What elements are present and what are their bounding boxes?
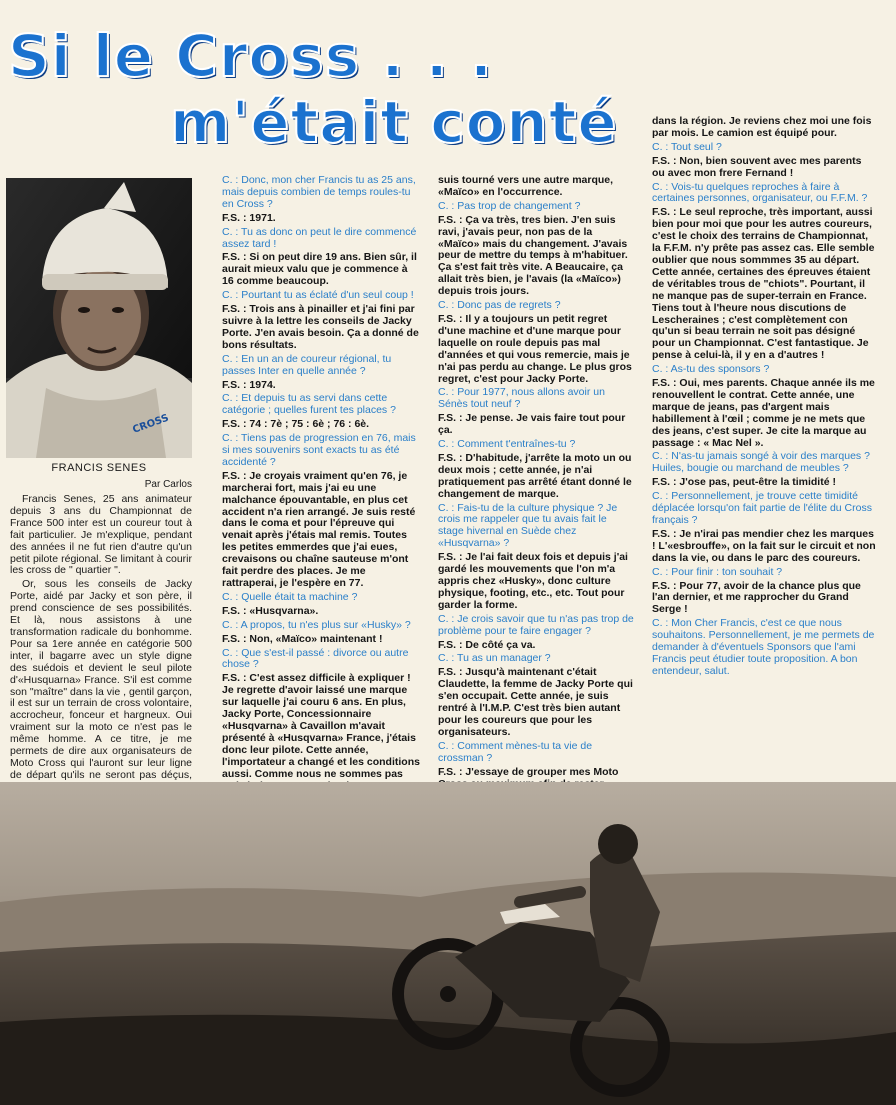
interview-question: C. : N'as-tu jamais songé à voir des marques ? Huiles, bougie ou marchand de meubles ? (652, 450, 870, 475)
headline-line-2: m'était conté (170, 88, 618, 156)
interview-answer: F.S. : Le seul reproche, très important, aussi bien pour moi que pour les autres coureurs, c'est le choix des terrains de Championnat, la F.F.M. n'y prête pas assez cas. Elle semble oublier que nous sommmes 35 au départ. Cette année, certaines des épreuves étaient de véritables trous de "chiots". Pourtant, il ne manque pas de super-terrain en France. Tiens tout à l'heure nous discutions de Lescheraines ; c'est complètement con qu'un si beau terrain ne soit pas désigné pour un Championnat. C'est fantastique. Je pense à celui-là, il y en a d'autres ! (652, 206, 875, 362)
interview-answer: F.S. : Trois ans à pinailler et j'ai fini par suivre à la lettre les conseils de Jacky Porte. J'en avais besoin. Ça a donné de bons résultats. (222, 303, 419, 351)
interview-answer: F.S. : Je croyais vraiment qu'en 76, je marcherai fort, mais j'ai eu une malchance épouvantable, en plus cet accident n'a rien arrangé. Je suis resté dans le coma et pour l'épreuve qui venait après j'étais mal remis. Toutes les petites emmerdes que j'ai eues, crevaisons ou chaîne sauteuse m'ont fait perdre des places. Je me rattraperai, je l'espère en 77. (222, 469, 416, 589)
interview-column-2 (438, 175, 634, 792)
interview-answer: suis tourné vers une autre marque, «Maïco» en l'occurrence. (438, 174, 614, 198)
intro-paragraph: Francis Senes, 25 ans animateur depuis 3 ans du Championnat de France 500 inter est un coureur tout à fait particulier. Je m'explique, pendant des années il ne fut rien d'autre qu'un petit pilote régional. Se limitant à courir les cross de " quartier ". (10, 493, 192, 577)
intro-column (10, 494, 192, 796)
interview-answer: F.S. : Si on peut dire 19 ans. Bien sûr, il aurait mieux valu que je commence à 16 comme beaucoup. (222, 251, 417, 288)
interview-question: C. : Mon Cher Francis, c'est ce que nous souhaitons. Personnellement, je me permets de demander à d'éventuels Sponsors que l'ami Francis peut étudier toute proposition. A bon entendeur, salut. (652, 617, 875, 677)
interview-answer: F.S. : 1971. (222, 211, 276, 224)
interview-question: C. : Comment mènes-tu ta vie de crossman ? (438, 739, 593, 764)
interview-question: C. : Pas trop de changement ? (438, 199, 581, 212)
interview-answer: F.S. : 74 : 7è ; 75 : 6è ; 76 : 6è. (222, 418, 370, 431)
interview-question: C. : Comment t'entraînes-tu ? (438, 438, 576, 451)
interview-answer: F.S. : Jusqu'à maintenant c'était Claudette, la femme de Jacky Porte qui s'en occupait. Cette année, je suis rentré à l'I.M.P. C'est très bien autant pour les coureurs que pour les organisateurs. (438, 666, 633, 738)
interview-question: C. : Et depuis tu as servi dans cette catégorie ; quelles furent tes places ? (222, 392, 396, 417)
interview-question: C. : Quelle était ta machine ? (222, 590, 358, 603)
interview-answer: F.S. : Non, bien souvent avec mes parents ou avec mon frere Fernand ! (652, 154, 862, 179)
interview-question: C. : Pour 1977, nous allons avoir un Sénès tout neuf ? (438, 386, 605, 411)
interview-question: C. : Personnellement, je trouve cette timidité déplacée lorsqu'on fait partie de l'élite du Cross français ? (652, 490, 872, 526)
interview-answer: F.S. : Je l'ai fait deux fois et depuis j'ai gardé les mouvements que l'on m'a appris chez «Husky», donc culture physique, footing, etc., etc. Tout pour garder la forme. (438, 551, 628, 611)
interview-question: C. : Fais-tu de la culture physique ? Je crois me rappeler que tu avais fait le stage hivernal en Suède chez «Husqvarna» ? (438, 501, 618, 550)
interview-answer: F.S. : «Husqvarna». (222, 604, 319, 617)
interview-question: C. : Tu as un manager ? (438, 652, 551, 665)
interview-answer: F.S. : Oui, mes parents. Chaque année ils me renouvellent le contrat. Cette année, une marque de jeans, pas d'argent mais habillement à l'œil ; comme je ne mets que des jeans, c'est super. Je cite la marque au passage : « Mac Nel ». (652, 377, 875, 449)
interview-question: C. : Vois-tu quelques reproches à faire à certaines personnes, organisateur, ou F.F.M. ? (652, 180, 868, 205)
interview-column-1 (222, 175, 420, 794)
interview-question: C. : Tiens pas de progression en 76, mais si mes souvenirs sont exacts tu as été accidenté ? (222, 432, 416, 468)
motocross-photo (0, 782, 896, 1105)
byline: Par Carlos (144, 479, 192, 490)
interview-answer: F.S. : Ça va très, tres bien. J'en suis ravi, j'avais peur, non pas de la «Maïco» mais du changement. J'avais peur de mettre du temps à m'habituer. Ça s'est fait très vite. A Beaucaire, ça allait très bien, je l'avais (la «Maïco») depuis trois jours. (438, 213, 628, 298)
portrait-jersey-text: CROSS (131, 412, 171, 436)
interview-answer: F.S. : Je pense. Je vais faire tout pour ça. (438, 412, 626, 437)
interview-answer: F.S. : Il y a toujours un petit regret d'une machine et d'une marque pour laquelle on roule depuis pas mal d'années et qui vous remercie, mais je n'ai pas perdu au change. Le plus gros regret, c'est pour Jacky Porte. (438, 312, 632, 385)
interview-question: C. : Donc, mon cher Francis tu as 25 ans, mais depuis combien de temps roules-tu en Cross ? (222, 174, 416, 210)
interview-answer: F.S. : Pour 77, avoir de la chance plus que l'an dernier, et me rapprocher du Grand Serge ! (652, 579, 861, 616)
interview-question: C. : Je crois savoir que tu n'as pas trop de problème pour te faire engager ? (438, 612, 634, 637)
interview-answer: F.S. : J'ose pas, peut-être la timidité ! (652, 476, 836, 489)
interview-question: C. : Donc pas de regrets ? (438, 299, 561, 312)
headline-line-1: Si le Cross . . . (8, 22, 493, 90)
interview-question: C. : Tu as donc on peut le dire commencé assez tard ! (222, 225, 417, 250)
interview-question: C. : Pourtant tu as éclaté d'un seul coup ! (222, 289, 414, 302)
intro-paragraph: Or, sous les conseils de Jacky Porte, aidé par Jacky et son père, il prend conscience de ses possibilités. Et là, nous assistons à une transformation radicale du bonhomme. Pour sa 1ere année en catégorie 500 inter, il bagarre avec un style digne des suédois et devient le seul pilote d'«Husquarna» France. S'il est comme son "maître" dans la vie , gentil garçon, il est sur un terrain de cross volontaire, accrocheur, fonceur et hargneux. Oui vraiment sur la moto ce n'est pas le même homme. A ce titre, je me permets de dire aux organisateurs de Moto Cross qui l'auront sur leur ligne de départ qu'ils ne seront pas déçus, (10, 578, 192, 781)
interview-question: C. : A propos, tu n'es plus sur «Husky» ? (222, 618, 411, 631)
portrait-illustration (6, 178, 192, 458)
motocross-illustration (0, 782, 896, 1105)
interview-answer: F.S. : D'habitude, j'arrête la moto un ou deux mois ; cette année, je n'ai pratiquement pas arrêté étant donné le changement de marque. (438, 451, 632, 500)
interview-answer: F.S. : 1974. (222, 378, 276, 391)
interview-question: C. : Que s'est-il passé : divorce ou autre chose ? (222, 646, 409, 671)
interview-question: C. : Tout seul ? (652, 140, 722, 153)
interview-question: C. : Pour finir : ton souhait ? (652, 565, 783, 578)
interview-answer: F.S. : C'est assez difficile à expliquer ! Je regrette d'avoir laissé une marque sur laquelle j'ai couru 6 ans. En plus, Jacky Porte, Concessionnaire «Husqvarna» à Cavaillon m'avait présenté à «Husqvarna» France, j'étais donc leur pilote. Cette année, l'importateur a changé et les conditions aussi. Comme nous ne sommes pas (222, 672, 420, 780)
interview-question: C. : En un an de coureur régional, tu passes Inter en quelle année ? (222, 352, 392, 377)
portrait-photo (6, 178, 192, 458)
interview-answer: F.S. : De côté ça va. (438, 638, 536, 651)
portrait-caption: FRANCIS SENES (51, 462, 147, 474)
interview-answer: F.S. : J'essaye de grouper mes Moto (438, 765, 619, 778)
interview-answer: F.S. : Non, «Maïco» maintenant ! (222, 632, 383, 645)
interview-question: C. : As-tu des sponsors ? (652, 363, 770, 376)
interview-answer: F.S. : Je n'irai pas mendier chez les marques ! L'«esbrouffe», on la fait sur le circuit et non dans la vie, ou dans le parc des coureurs. (652, 527, 876, 564)
interview-column-3 (652, 116, 876, 680)
interview-answer: dans la région. Je reviens chez moi une fois par mois. Le camion est équipé pour. (652, 115, 872, 139)
